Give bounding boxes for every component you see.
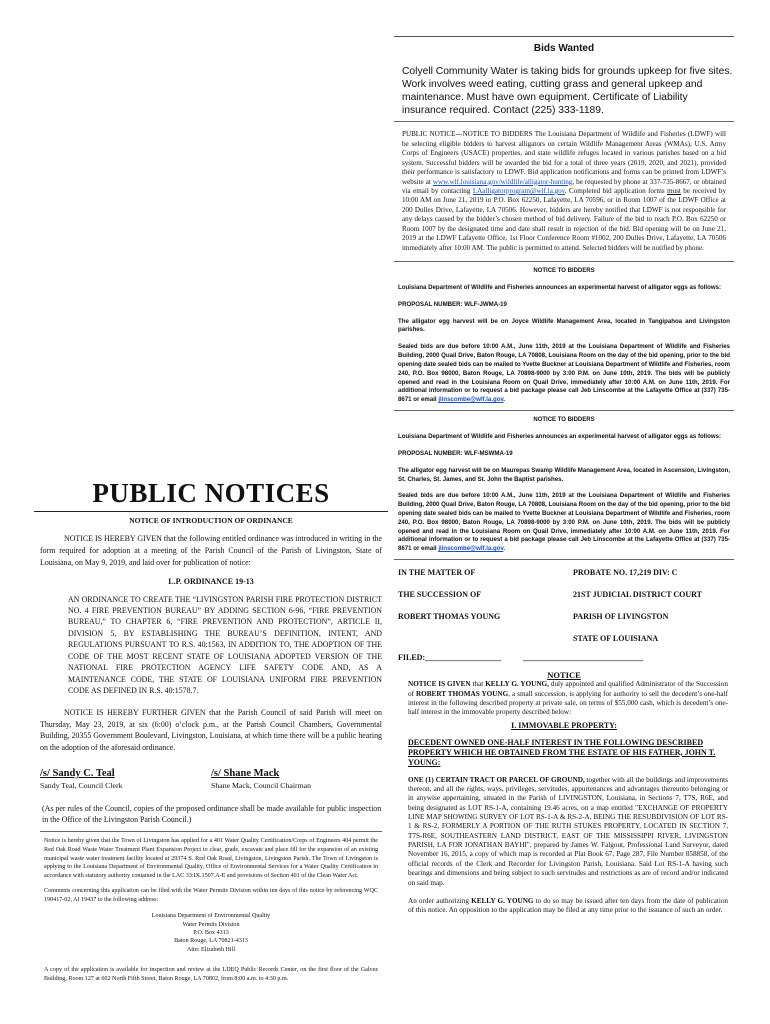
notice-lead: NOTICE IS GIVEN (408, 680, 471, 689)
address-line: Louisiana Department of Environmental Quality (151, 913, 271, 920)
divider (394, 261, 734, 262)
ntb-location: The alligator egg harvest will be on Maurepas Swamp Wildlife Management Area, located in Ascension, Livingston, St. Charles, St. James, and St. John the Baptist parishes. (398, 466, 731, 483)
tract-description (394, 776, 734, 888)
chairman-signature-name: /s/ Shane Mack (211, 768, 280, 780)
ntb-bid-end: . (503, 545, 506, 553)
probate-notice (394, 568, 734, 915)
water-quality-comments: Comments concerning this application can be filed with the Water Permits Division within ten days of this notice by referencing WQC 190417-02, AI 19437 to the following address: (44, 888, 378, 903)
linscombe-email-link[interactable]: jlinscombe@wlf.la.gov (438, 396, 504, 404)
address-line: P.O. Box 4313 (193, 929, 229, 936)
divider (394, 559, 734, 560)
bids-wanted-text: Colyell Community Water is taking bids for grounds upkeep for five sites. Work involves weed eating, cutting grass and general upkeep and maintenance. Must have own equipment. Certificate of Liability insurance required. Contact (225) 333-1189. (402, 66, 733, 116)
ntb-bid-text: Sealed bids are due before 10:00 A.M., June 11th, 2019 at the Louisiana Department of Wildlife and Fisheries Building, 2000 Quail Drive, Baton Rouge, LA 70808, Louisiana Room on the day of the bid opening, prior to the bid opening date sealed bids can be mailed to Yvette Buckner at Louisiana Department of Wildlife and Fisheries, room 240, P.O. Box 98000, Baton Rouge, LA 70898-9000 by 3:00 P.M. on June 10th, 2019. The bids will be publicly opened and read in the Louisiana Room on Quail Drive, immediately after 10:00 A.M. on June 11th, 2019. For additional information or to request a bid package please call Jeb Linscombe at the Lafayette Office at (337) 735-8671 or email (398, 492, 730, 553)
bids-top-rule (394, 36, 734, 37)
ntb-location: The alligator egg harvest will be on Joyce Wildlife Management Area, located in Tangipahoa and Livingston parishes. (398, 317, 730, 334)
notice-text: PUBLIC NOTICE---NOTICE TO BIDDERS The Louisiana Department of Wildlife and Fisheries (LDWF) will be selecting eligible bidders to harvest alligators on certain Wildlife Management Areas (WMAs), U.S. Army Corps of Engineers (USACE) properties, and state wildlife refuges located in various parishes based on a bid system. Successful bidders will be awarded the bid for a total of three years (2019, 2020, and 2021), provided their performance is satisfactory to LDWF. Bid application notifications and forms can be printed from LDWF’s website at (402, 130, 726, 186)
address-line: Water Permits Division (182, 921, 240, 928)
application-copy-note: A copy of the application is available for inspection and review at the LDEQ Public Records Center, on the first floor of the Galvez Building, Room 127 at 602 North Fifth Street, Baton Rouge, LA 70802, from 8:00 a.m. to 4:30 p.m. (44, 967, 378, 982)
decedent-owned-heading: DECEDENT OWNED ONE-HALF INTEREST IN THE FOLLOWING DESCRIBED PROPERTY WHICH HE OBTAINED FROM THE ESTATE OF HIS FATHER, JOHN T. YOUNG: (408, 737, 716, 767)
notice-text: . Completed bid application forms (564, 186, 668, 195)
notice-text: , be requested by phone at 337-735-8667, or obtained via email by contacting (402, 177, 726, 195)
probate-succession: THE SUCCESSION OF (398, 590, 482, 600)
chairman-title: Shane Mack, Council Chairman (211, 781, 312, 791)
council-rules-note: (As per rules of the Council, copies of the proposed ordinance shall be made available for public inspection in the Office of the Livingston Parish Council.) (42, 804, 382, 824)
filed-label: FILED:___________________ (398, 653, 502, 663)
probate-parish: PARISH OF LIVINGSTON (573, 612, 669, 622)
ordinance-intro-paragraph: NOTICE IS HEREBY GIVEN that the following entitled ordinance was introduced in writing in the form required for adoption at a meeting of the Parish Council of the Parish of Livingston, State of Louisiana, on May 9, 2019, and laid over for publication of notice: (40, 534, 382, 567)
probate-notice-heading: NOTICE (547, 670, 581, 681)
title-rule (34, 511, 388, 512)
notice-to-bidders-maurepas (394, 417, 734, 554)
probate-number: PROBATE NO. 17,219 DIV: C (573, 568, 678, 578)
ntb-heading: NOTICE TO BIDDERS (533, 267, 595, 274)
filed-signature-line: ______________________________ (523, 653, 644, 663)
linscombe-email-link[interactable]: jlinscombe@wlf.la.gov (438, 545, 504, 553)
ntb-bid-end: . (503, 396, 506, 404)
ordinance-body: AN ORDINANCE TO CREATE THE “LIVINGSTON PARISH FIRE PROTECTION DISTRICT NO. 4 FIRE PREVENTION BUREAU” BY ADDING SECTION 6-96, “FIRE PREVENTION BUREAU,” TO CHAPTER 6, “FIRE PREVENTION AND PROTECTION”, ARTICLE II, DIVISION 5, BY ESTABLISHING THE BUREAU’S DEFINITION, INTENT, AND REGULATIONS PURSUANT TO R.S. 40:1563, IN ADDITION TO, THE ADOPTION OF THE CODE OF THE MOST RECENT STATE OF LOUISIANA ADOPTED VERSION OF THE NATIONAL FIRE PROTECTION AGENCY LIFE SAFETY CODE AND, AS A MAINTENANCE CODE, THE STATE OF LOUISIANA UNIFORM FIRE PREVENTION CODE AS DEFINED IN R.S. 40:1578.7. (68, 594, 382, 696)
probate-decedent-name: ROBERT THOMAS YOUNG (398, 612, 501, 622)
bids-wanted-heading: Bids Wanted (533, 43, 595, 54)
probate-in-matter: IN THE MATTER OF (398, 568, 476, 578)
ntb-proposal-number: PROPOSAL NUMBER: WLF-JWMA-19 (398, 300, 507, 308)
tract-lead: ONE (1) CERTAIN TRACT OR PARCEL OF GROUND, (408, 775, 585, 784)
signature-row (40, 768, 382, 790)
notice-emphasis: must (667, 186, 681, 195)
notice-text: duly appointed and qualified Administrator of the Succession of (408, 680, 728, 698)
ntb-bid-details (394, 492, 734, 554)
clerk-title: Sandy Teal, Council Clerk (40, 781, 123, 791)
divider (40, 831, 382, 832)
ntb-intro: Louisiana Department of Wildlife and Fisheries announces an experimental harvest of alligator eggs as follows: (398, 433, 721, 441)
ordinance-hearing-paragraph: NOTICE IS HEREBY FURTHER GIVEN that the Parish Council of said Parish will meet on Thursday, May 23, 2019, at six (6:00) o’clock p.m., at the Parish Council Chambers, Governmental Building, 20355 Government Boulevard, Livingston, Louisiana, at which time there will be a public hearing on the adoption of the aforesaid ordinance. (40, 707, 382, 753)
notice-text: , a small succession, is applying for authority to sell the decedent’s one-half interest in the following described property at private sale, on terms of $55,000 cash, which is decedent’s one-half interest in the immovable property described below: (408, 689, 728, 717)
ordinance-number: L.P. ORDINANCE 19-13 (168, 576, 254, 586)
notice-text: that (470, 680, 486, 689)
order-text: to do so may be issued after ten days from the date of publication of this notice. An opposition to the application may be filed at any time prior to the issuance of such an order. (408, 896, 729, 915)
public-notices-title: PUBLIC NOTICES (92, 478, 330, 508)
alligator-program-email-link[interactable]: LAalligatorprogram@wlf.la.gov (472, 186, 565, 195)
address-line: Baton Rouge, LA 70821-4313 (174, 938, 248, 945)
divider (394, 121, 734, 122)
left-column (40, 472, 382, 983)
ntb-intro: Louisiana Department of Wildlife and Fisheries announces an experimental harvest of alligator eggs as follows: (398, 283, 721, 291)
tract-text: together with all the buildings and improvements thereon, and all the rights, ways, privileges, servitudes, appurtenances and advantages thereunto belonging or in anywise appertaining, situated in the Parish of LIVINGSTON, Louisiana, in Sections 7, T7S, R6E, and being designated as LOT RS-1-A, containing 19.46 acres, on a map entitled "EXCHANGE OF PROPERTY LINE MAP SHOWING SURVEY OF LOT RS-1-A & RS-2-A, BEING THE RESUBDIVISION OF LOT RS-1 & RS-2, FORMERLY A PORTION OF THE RUTH STUKES PROPERTY, LOCATED IN SECTION 7, T7S-R6E, SOUTHEASTERN LAND DISTRICT, EAST OF THE MISSISSIPPI RIVER, LIVINGSTON PARISH, LA FOR JONATHAN BAYHI", prepared by James W. Falgout, Professional Land Surveyor, dated November 16, 2015, a copy of which map is recorded at Plat Book 67, Page 287, File Number 858858, of the official records of the Clerk and Recorder for Livingston Parish, Louisiana. Said Lot RS-1-A having such bearings and dimensions and being subject to such servitudes and restrictions as are of record and/or indicated on said map. (408, 775, 728, 887)
probate-court: 21ST JUDICIAL DISTRICT COURT (573, 590, 703, 600)
clerk-signature (40, 768, 211, 790)
ntb-bid-details (394, 343, 734, 405)
water-quality-notice: Notice is hereby given that the Town of Livingston has applied for a 401 Water Quality Certification/Corps of Engineers 404 permit the Red Oak Road Waste Water Treatment Plant Expansion Project to clear, grade, excavate and place fill for the expansion of an existing municipal waste water treatment facility located at 29374 S. Red Oak Road, Livingston, Livingston Parish. The Town of Livingston is applying to the Louisiana Department of Environmental Quality, Office of Environmental Services for a Water Quality Certification in accordance with statutory authority contained in the LAC 33:IX.1507.A-E and provisions of Section 401 of the Clean Water Act. (44, 838, 378, 879)
probate-filed (394, 653, 734, 662)
immovable-property-heading: I. IMMOVABLE PROPERTY: (511, 720, 617, 730)
administrator-name: KELLY G. YOUNG (471, 896, 534, 905)
notice-to-bidders-joyce (394, 268, 734, 405)
chairman-signature (211, 768, 382, 790)
divider (394, 410, 734, 411)
order-text: An order authorizing (408, 896, 472, 905)
probate-state: STATE OF LOUISIANA (573, 634, 659, 644)
address-line: Attn: Elizabeth Hill (186, 946, 236, 953)
wlf-website-link[interactable]: www.wlf.louisiana.gov/wildlife/alligator-hunting (432, 177, 573, 186)
administrator-name: KELLY G. YOUNG, (485, 680, 549, 689)
clerk-signature-name: /s/ Sandy C. Teal (40, 768, 115, 780)
probate-notice-body (394, 680, 734, 717)
probate-caption (394, 568, 734, 643)
ntb-heading: NOTICE TO BIDDERS (533, 417, 595, 424)
decedent-name: ROBERT THOMAS YOUNG (415, 689, 509, 698)
order-authorizing (394, 897, 734, 916)
alligator-hunting-notice (394, 126, 734, 256)
ordinance-intro-heading: NOTICE OF INTRODUCTION OF ORDINANCE (129, 516, 293, 525)
ntb-proposal-number: PROPOSAL NUMBER: WLF-MSWMA-19 (398, 449, 513, 457)
notice-text: be received by 10:00 AM on June 21, 2019 in P.O. Box 62250, Lafayette, LA 70596, or in Room 1007 of the LDWF Office at 200 Dulles Drive, Lafayette, LA 70506. However, bidders are hereby notified that LDWF is not responsible for any delays caused by the bidder’s chosen method of bid delivery. Failure of the bid to reach P.O. Box 62250 or Room 1007 by the designated time and date shall result in rejection of the bid. Bid opening will be on June 21, 2019 at the LDWF Lafayette Office, 1st Floor Conference Room #1002, 200 Dulles Drive, Lafayette, LA 70506 immediately after 10:00 AM. The public is permitted to attend. Selected bidders will be notified by phone. (402, 186, 726, 252)
ntb-bid-text: Sealed bids are due before 10:00 A.M., June 11th, 2019 at the Louisiana Department of Wildlife and Fisheries Building, 2000 Quail Drive, Baton Rouge, LA 70808, Louisiana Room on the day of the bid opening, prior to the bid opening date sealed bids can be mailed to Yvette Buckner at Louisiana Department of Wildlife and Fisheries, room 240, P.O. Box 98000, Baton Rouge, LA 70898-9000 by 3:00 P.M. on June 10th, 2019. The bids will be publicly opened and read in the Louisiana Room on Quail Drive, immediately after 10:00 A.M. on June 11th, 2019. For additional information or to request a bid package please call Jeb Linscombe at the Lafayette Office at (337) 735-8671 or email (398, 343, 730, 404)
right-column (394, 36, 734, 916)
ldeq-address (40, 912, 382, 954)
